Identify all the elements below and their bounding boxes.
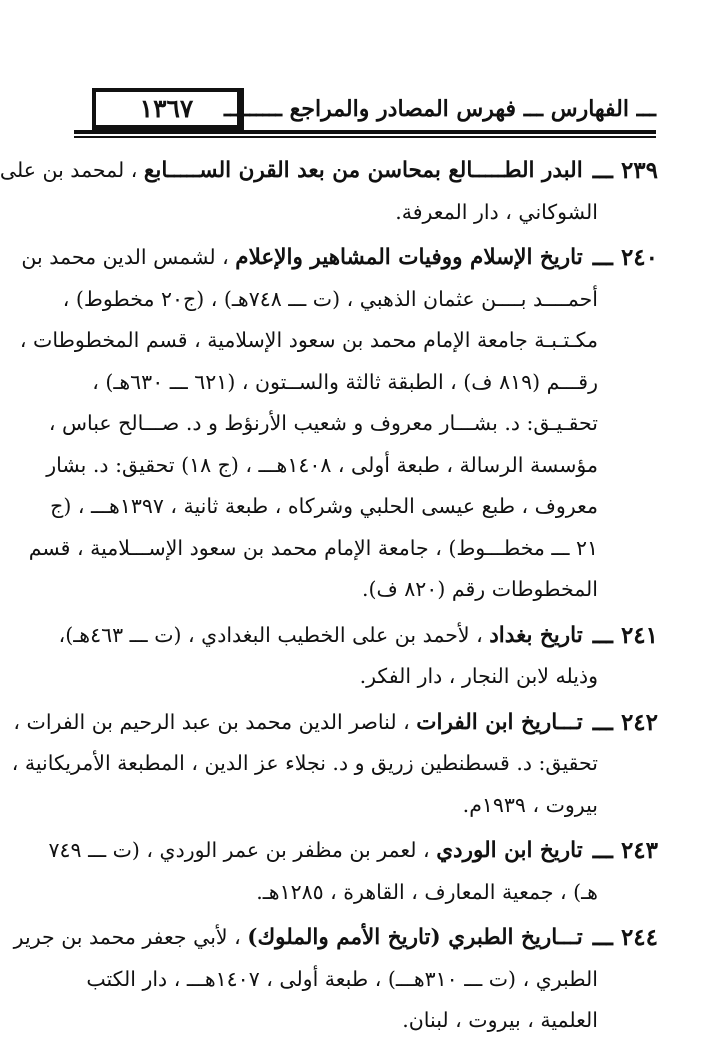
entry-text: ، لأبي جعفر محمد بن جرير <box>13 925 241 949</box>
entry-line <box>21 237 658 279</box>
entry-line: أحمــــد بــــن عثمان الذهبي ، (ت ـــ ٧٤٨هـ) ، (ج٢٠ مخطوط) ، <box>62 286 598 311</box>
entry-title: البدر الطـــــالع بمحاسن من بعد القرن الســـــابع <box>143 158 583 183</box>
bibliography-list <box>0 150 658 1046</box>
entry-number: ٢٤٤ ـــ <box>592 924 658 951</box>
entry-line: وذيله لابن النجار ، دار الفكر. <box>359 664 598 688</box>
entry-number: ٢٤١ ـــ <box>592 621 658 649</box>
page-number: ١٣٦٧ <box>139 94 194 123</box>
entry-line: بيروت ، ١٩٣٩م. <box>462 792 598 817</box>
entry-line: مكـتـبـة جامعة الإمام محمد بن سعود الإسلامية ، قسم المخطوطات ، <box>19 328 598 352</box>
entry-number: ٢٤٠ ـــ <box>592 244 658 271</box>
entry-line: تحقيق: د. قسطنطين زريق و د. نجلاء عز الدين ، المطبعة الأمريكانية ، <box>11 751 598 775</box>
bibliography-entry-242 <box>11 702 658 827</box>
entry-number: ٢٤٢ ـــ <box>592 708 658 736</box>
entry-line <box>58 615 658 657</box>
bibliography-entry-241 <box>58 615 658 698</box>
entry-line: مؤسسة الرسالة ، طبعة أولى ، ١٤٠٨هـــ ، (ج ١٨) تحقيق: د. بشار <box>46 452 598 477</box>
entry-number: ٢٣٩ ـــ <box>592 157 658 184</box>
bibliography-entry-244 <box>13 917 658 1042</box>
entry-text: ، لمحمد بن على <box>0 158 138 182</box>
entry-line <box>13 917 658 959</box>
entry-title: تاريخ ابن الوردي <box>436 838 583 863</box>
entry-line: رقـــم (٨١٩ ف) ، الطبقة ثالثة والســتون ، (٦٢١ ـــ ٦٣٠هـ) ، <box>92 369 598 394</box>
entry-text: ، لأحمد بن على الخطيب البغدادي ، (ت ـــ ٤٦٣هـ)، <box>58 622 483 647</box>
entry-number: ٢٤٣ ـــ <box>592 837 658 864</box>
entry-line: الشوكاني ، دار المعرفة. <box>395 199 598 224</box>
bibliography-entry-240 <box>19 237 658 611</box>
bibliography-entry-239 <box>0 150 658 233</box>
header-rule-thin <box>74 136 656 138</box>
entry-title: تاريخ الإسلام ووفيات المشاهير والإعلام <box>235 245 583 270</box>
running-title: ـــ الفهارس ـــ فهرس المصادر والمراجع ـــــــــ <box>223 96 656 122</box>
entry-title: تـــاريخ ابن الفرات <box>416 709 583 735</box>
page-number-box <box>92 88 244 132</box>
entry-line: ٢١ ـــ مخطـــوط) ، جامعة الإمام محمد بن سعود الإســـلامية ، قسم <box>28 535 598 560</box>
entry-line <box>0 150 658 192</box>
entry-line <box>48 830 658 872</box>
entry-title: تـــاريخ الطبري (تاريخ الأمم والملوك) <box>247 925 583 950</box>
header-rule <box>74 130 656 134</box>
entry-line <box>13 702 658 744</box>
page-header <box>74 88 656 138</box>
entry-title: تاريخ بغداد <box>489 622 583 648</box>
entry-text: ، لناصر الدين محمد بن عبد الرحيم بن الفرات ، <box>13 709 410 734</box>
entry-text: ، لعمر بن مظفر بن عمر الوردي ، (ت ـــ ٧٤٩ <box>48 838 430 862</box>
entry-line: الطبري ، (ت ـــ ٣١٠هـــ) ، طبعة أولى ، ١٤٠٧هـــ ، دار الكتب <box>86 966 598 991</box>
entry-text: ، لشمس الدين محمد بن <box>21 245 229 269</box>
entry-line: هـ) ، جمعية المعارف ، القاهرة ، ١٢٨٥هـ. <box>256 879 598 904</box>
bibliography-entry-243 <box>48 830 658 913</box>
entry-line: العلمية ، بيروت ، لبنان. <box>402 1008 598 1032</box>
entry-line: المخطوطات رقم (٨٢٠ ف). <box>362 577 598 601</box>
entry-line: معروف ، طبع عيسى الحلبي وشركاه ، طبعة ثانية ، ١٣٩٧هـــ ، (ج <box>50 494 598 518</box>
entry-line: تحقـيـق: د. بشـــار معروف و شعيب الأرنؤط و د. صـــالح عباس ، <box>48 411 598 435</box>
